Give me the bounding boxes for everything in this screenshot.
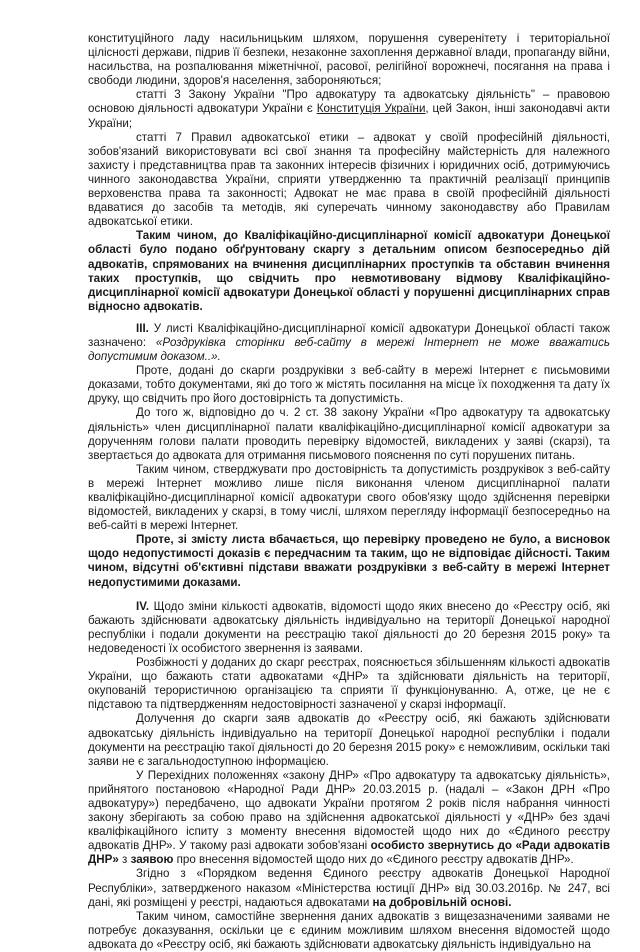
article-3-text: статті 3 Закону України "Про адвокатуру та адвокатську діяльність" – правовою основою діяльності адвокатури України є — [88, 88, 610, 116]
transitional-text-3: про внесення відомостей щодо них до «Єдиного реєстру адвокатів ДНР». — [173, 853, 574, 867]
procedure-bold: на добровільній основі. — [372, 895, 512, 909]
paragraph-verification: Таким чином, стверджувати про достовірність та допустимість роздруківок з веб-сайту в мережі Інтернет можливо лише після виконання членом дисциплінарної палати кваліфікаційно-дисциплінарної комісії адвокатури свого обов'язку щодо здійснення перевірки відомостей, викладених у скарзі, в тому числі, шляхом перегляду інформації безпосередньо на веб-сайті в мережі Інтернет. — [88, 462, 610, 533]
transitional-text: У Перехідних положеннях «закону ДНР» «Про адвокатуру та адвокатську діяльність», прийнятого постановою «Народної Ради ДНР» 20.03.2015 р. (надалі – «Закон ДРН «Про адвокатуру») передбачено, що адвокати України протягом 2 років після набрання чинності закону зберігають за собою право на здійснення адвокатської діяльності у «ДНР» без здачі кваліфікаційного іспиту з моменту внесення відомостей щодо них до «Єдиного реєстру адвокатів ДНР». У такому разі адвокати зобов'язані — [88, 768, 610, 853]
procedure-text: Згідно з «Порядком ведення Єдиного реєстру адвокатів Донецької Народної Республіки», затвердженого наказом «Міністерства юстиції ДНР» від 30.03.2016р. № 247, всі дані, які розміщені у реєстрі, надаються адвокатами — [88, 867, 610, 909]
paragraph-article-38: До того ж, відповідно до ч. 2 ст. 38 закону України «Про адвокатуру та адвокатську діяльність» член дисциплінарної палати кваліфікаційно-дисциплінарної комісії адвокатури за дорученням голови палати проводить перевірку відомостей, викладених у заяві (скарзі), та звертається до адвоката для отримання письмового пояснення по суті порушених питань. — [88, 406, 610, 462]
section-number: IV. — [136, 599, 150, 613]
paragraph-printouts: Проте, додані до скарги роздруківки з веб-сайту в мережі Інтернет є письмовими доказами, тобто документами, які до того ж містять посилання на місце їх походження та дату їх друку, що свідчить про його достовірність та допустимість. — [88, 364, 610, 406]
article-3-text-end: , цей Закон, інші законодавчі акти України; — [88, 102, 610, 130]
section-3-intro — [88, 322, 610, 364]
section-number: III. — [136, 321, 149, 335]
paragraph-conclusion-1: Таким чином, до Кваліфікаційно-дисциплінарної комісії адвокатури Донецької області було подано обґрунтовану скаргу з детальним описом безпосередньо дій адвокатів, спрямованих на вчинення дисциплінарних проступків та обставин вчинення таких проступків, що свідчить про невмотивовану відмову Кваліфікаційно-дисциплінарної комісії адвокатури Донецької області у порушенні дисциплінарних справ відносно адвокатів. — [88, 229, 610, 313]
transitional-bold: особисто звернутись до «Ради адвокатів ДНР» — [88, 839, 610, 867]
spacer — [88, 314, 610, 322]
transitional-text-2: з — [118, 853, 131, 867]
paragraph-applications: Долучення до скарги заяв адвокатів до «Реєстру осіб, які бажають здійснювати адвокатську діяльність індивідуально на території Донецької народної республіки і подали документи на реєстрацію такої діяльності до 20 березня 2015 року» є неможливим, оскільки такі заяви не є загальнодоступною інформацією. — [88, 712, 610, 768]
section-4-intro — [88, 600, 610, 656]
paragraph-discrepancies: Розбіжності у доданих до скарг реєстрах, пояснюється збільшенням кількості адвокатів України, що бажають стати адвокатами «ДНР» та здійснювати діяльність на території, окупованій терористичною організацією та сприяти її функціонуванню. А, отже, це не є підставою та підтвердженням недостовірності зазначеної у скарзі інформації. — [88, 656, 610, 712]
paragraph-article-3 — [88, 88, 610, 130]
paragraph-conclusion-2: Проте, зі змісту листа вбачається, що перевірку проведено не було, а висновок щодо недопустимості доказів є передчасним та таким, що не відповідає дійсності. Таким чином, відсутні об'єктивні підстави вважати роздруківки з веб-сайту в мережі Інтернет недопустимими доказами. — [88, 533, 610, 589]
constitution-link[interactable]: Конституція України — [316, 102, 426, 116]
section-4-text: Щодо зміни кількості адвокатів, відомості щодо яких внесено до «Реєстру осіб, які бажають здійснювати адвокатську діяльність індивідуально на території Донецької народної республіки і подали документи на реєстрацію такої діяльності до 20 березня 2015 року» та недоведеності їх особистого звернення із заявами. — [88, 599, 610, 655]
paragraph-prohibitions: конституційного ладу насильницьким шляхом, порушення суверенітету і територіальної цілісності держави, підрив її безпеки, незаконне захоплення державної влади, пропаганду війни, насильства, на розпалювання міжетнічної, расової, релігійної ворожнечі, посягання на права і свободи людини, здоров'я населення, забороняються; — [88, 32, 610, 88]
paragraph-article-7: статті 7 Правил адвокатської етики – адвокат у своїй професійній діяльності, зобов'язаний використовувати всі свої знання та професійну майстерність для належного захисту і представництва прав та законних інтересів фізичних і юридичних осіб, дотримуючись чинного законодавства України, сприяти утвердженню та практичній реалізації принципів верховенства права та законності; Адвокат не має права в своїй професійній діяльності вдаватися до засобів та методів, які суперечать чинному законодавству або Правилам адвокатської етики. — [88, 130, 610, 229]
spacer — [88, 590, 610, 600]
paragraph-transitional-provisions — [88, 769, 610, 868]
document-page — [88, 32, 610, 952]
paragraph-conclusion-3: Таким чином, самостійне звернення даних адвокатів з вищезазначеними заявами не потребує доказування, оскільки це є єдиним можливим шляхом внесення відомостей щодо адвоката до «Реєстру осіб, які бажають здійснювати адвокатську діяльність індивідуально на — [88, 909, 610, 951]
transitional-bold-2: заявою — [130, 853, 174, 867]
section-3-text: У листі Кваліфікаційно-дисциплінарної комісії адвокатури Донецької області також зазначено: — [88, 321, 610, 349]
section-3-quote: «Роздруківка сторінки веб-сайту в мережі Інтернет не може вважатись допустимим доказом..». — [88, 335, 611, 364]
